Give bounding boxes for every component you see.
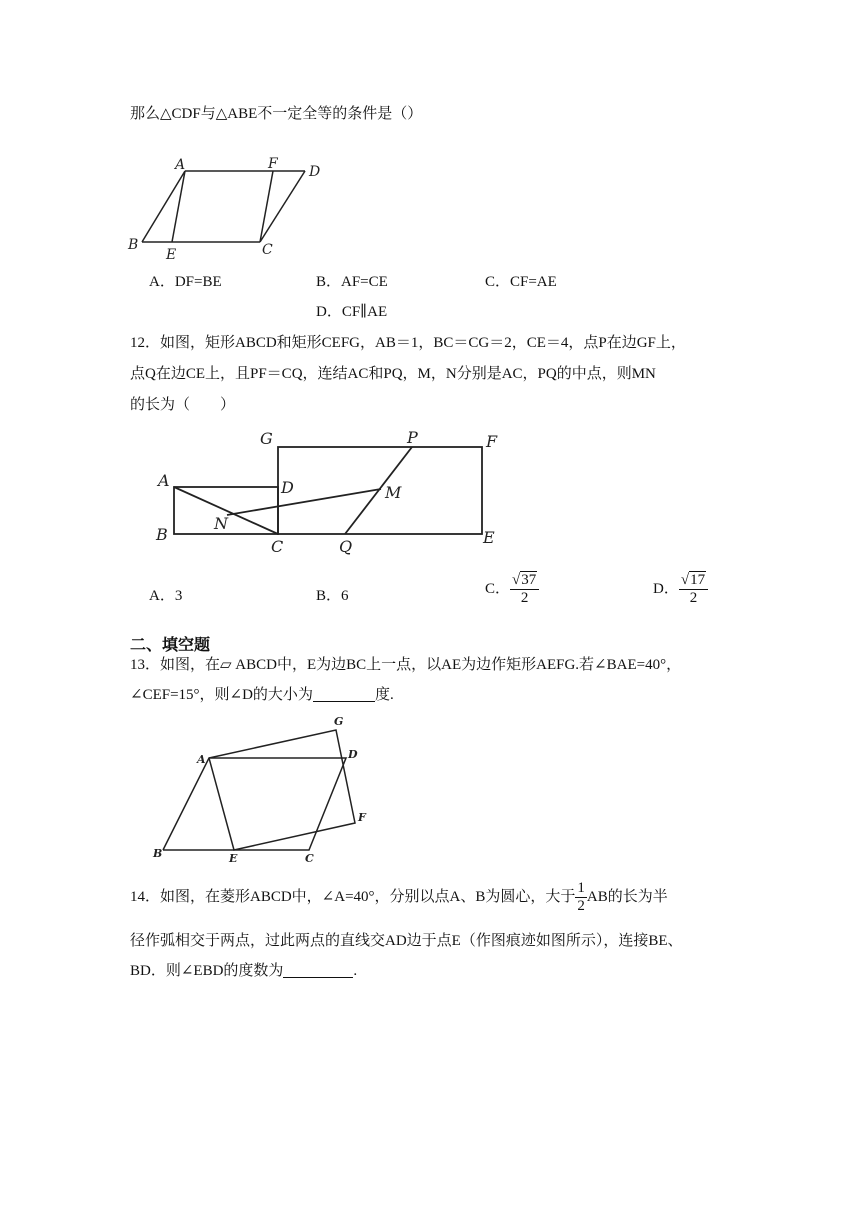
q13-label-G: G — [334, 715, 344, 728]
q12-label-P: P — [407, 428, 418, 447]
q12-label-M: M — [385, 483, 402, 502]
q14-answer-blank — [283, 961, 353, 978]
q11-figure — [125, 155, 355, 265]
q12-option-c: C． $\frac{√37}{2}$ — [485, 572, 539, 607]
q12-line2: 点Q在边CE上，且PF＝CQ，连结AC和PQ，M，N分别是AC，PQ的中点，则MN — [130, 366, 656, 382]
q12-label-A: A — [158, 471, 170, 490]
q12-label-Q: Q — [339, 537, 353, 556]
q11-label-E: E — [166, 247, 177, 263]
q13-line2: ∠CEF=15°，则∠D的大小为 度. — [130, 687, 394, 703]
q13-label-A: A — [197, 753, 206, 766]
q14-line1: 14．如图，在菱形ABCD中，∠A=40°，分别以点A、B为圆心，大于 $\frac{1}{2}$ AB的长为半 — [130, 880, 668, 915]
q14-line2: 径作弧相交于两点，过此两点的直线交AD边于点E（作图痕迹如图所示），连接BE、 — [130, 933, 683, 949]
q12-line3: 的长为（ ） — [130, 397, 236, 413]
q11-label-D: D — [309, 164, 321, 180]
q11-label-C: C — [262, 242, 273, 258]
q12-figure — [150, 425, 510, 555]
q12-line1: 12．如图，矩形ABCD和矩形CEFG，AB＝1，BC＝CG＝2，CE＝4，点P在边GF上， — [130, 335, 686, 351]
q14-line3: BD．则∠EBD的度数为 . — [130, 963, 358, 979]
q13-label-C: C — [305, 852, 314, 865]
q13-label-E: E — [229, 852, 238, 865]
q12-option-a: A．3 — [149, 588, 183, 604]
q13-label-D: D — [348, 748, 358, 761]
q12-label-B: B — [156, 525, 168, 544]
q13-label-F: F — [358, 811, 366, 824]
q14-fraction: $\frac{1}{2}$ — [577, 880, 585, 915]
q11-stem: 那么△CDF与△ABE不一定全等的条件是（） — [130, 106, 423, 122]
q12-label-N: N — [214, 514, 228, 533]
q12-label-E: E — [483, 528, 495, 547]
q11-label-B: B — [128, 237, 139, 253]
q12-option-b: B．6 — [316, 588, 349, 604]
q11-option-a: A．DF=BE — [149, 274, 222, 290]
q11-label-A: A — [175, 157, 186, 173]
q12-option-c-fraction: $\frac{√37}{2}$ — [510, 572, 539, 607]
q12-label-C: C — [271, 537, 284, 556]
q12-option-d-fraction: $\frac{√17}{2}$ — [679, 572, 708, 607]
q11-option-d: D．CF∥AE — [316, 304, 388, 320]
q11-option-b: B．AF=CE — [316, 274, 388, 290]
q13-line1: 13．如图，在▱ ABCD中，E为边BC上一点，以AE为边作矩形AEFG.若∠BAE=40°， — [130, 657, 682, 673]
q13-figure — [150, 712, 380, 872]
q11-label-F: F — [268, 156, 278, 172]
section-title: 二、填空题 — [130, 635, 211, 654]
q12-label-G: G — [260, 429, 273, 448]
q12-label-F: F — [486, 432, 498, 451]
q12-label-D: D — [281, 478, 294, 497]
q13-label-B: B — [153, 847, 163, 860]
q12-option-d: D． $\frac{√17}{2}$ — [653, 572, 708, 607]
q13-answer-blank — [313, 685, 375, 702]
q11-option-c: C．CF=AE — [485, 274, 557, 290]
